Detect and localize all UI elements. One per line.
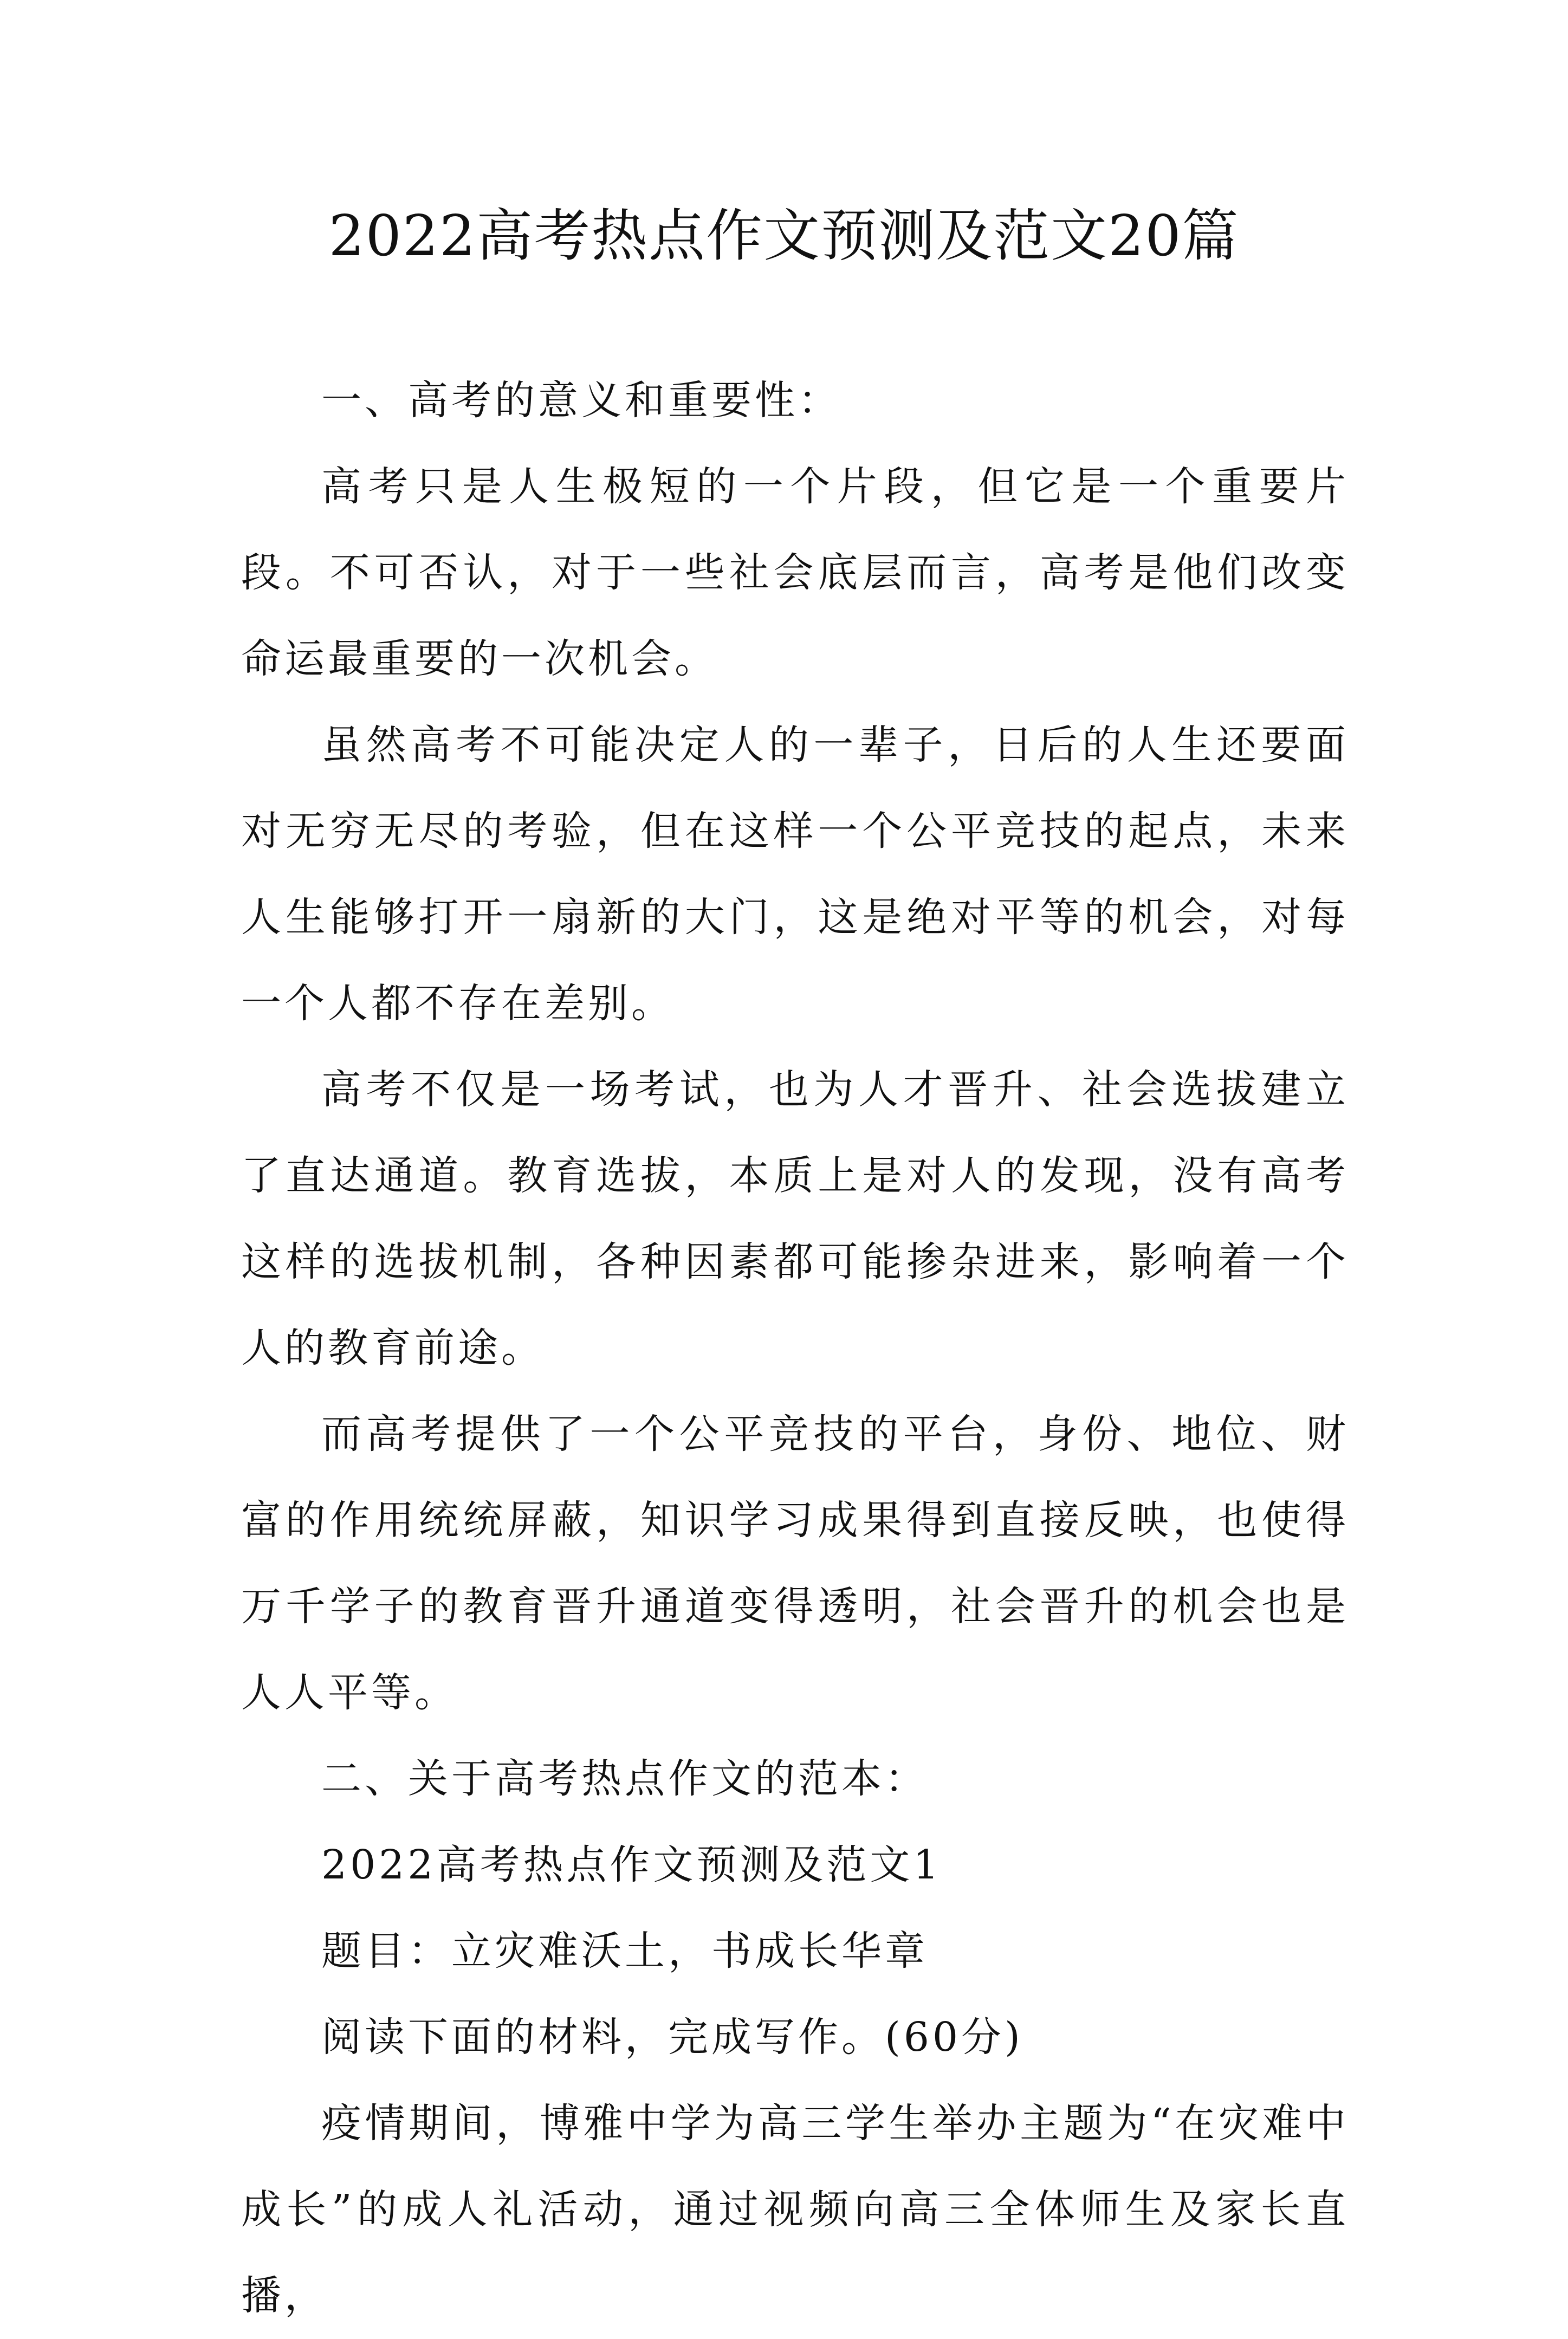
page-title: 2022高考热点作文预测及范文20篇 xyxy=(328,203,1240,269)
document-body xyxy=(241,358,1349,2339)
paragraph: 高考只是人生极短的一个片段，但它是一个重要片段。不可否认，对于一些社会底层而言，高考是他们改变命运最重要的一次机会。 xyxy=(241,463,1349,682)
essay-instruction: 阅读下面的材料，完成写作。(60分) xyxy=(321,2014,1023,2061)
section-heading-samples: 二、关于高考热点作文的范本： xyxy=(321,1755,928,1802)
section-heading-significance: 一、高考的意义和重要性： xyxy=(321,377,841,424)
sample-essay-heading: 2022高考热点作文预测及范文1 xyxy=(321,1842,942,1888)
essay-topic: 题目：立灾难沃土，书成长华章 xyxy=(321,1928,928,1974)
paragraph: 高考不仅是一场考试，也为人才晋升、社会选拔建立了直达通道。教育选拔，本质上是对人的发现，没有高考这样的选拔机制，各种因素都可能掺杂进来，影响着一个人的教育前途。 xyxy=(241,1066,1349,1371)
paragraph: 虽然高考不可能决定人的一辈子，日后的人生还要面对无穷无尽的考验，但在这样一个公平竞技的起点，未来人生能够打开一扇新的大门，这是绝对平等的机会，对每一个人都不存在差别。 xyxy=(241,722,1349,1027)
paragraph: 而高考提供了一个公平竞技的平台，身份、地位、财富的作用统统屏蔽，知识学习成果得到直接反映，也使得万千学子的教育晋升通道变得透明，社会晋升的机会也是人人平等。 xyxy=(241,1411,1349,1716)
paragraph: 疫情期间，博雅中学为高三学生举办主题为“在灾难中成长”的成人礼活动，通过视频向高三全体师生及家长直播， xyxy=(241,2100,1349,2319)
